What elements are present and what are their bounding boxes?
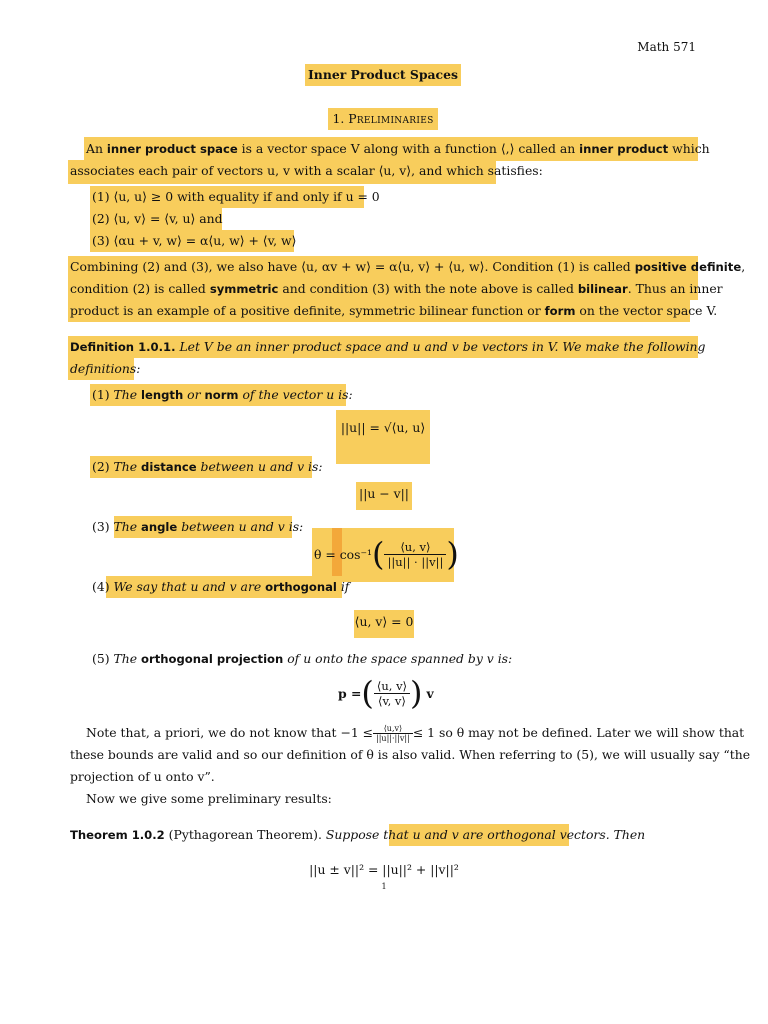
item-text: between u and v is: bbox=[177, 519, 304, 534]
term-orthogonal: orthogonal bbox=[265, 580, 337, 594]
section-name: Preliminaries bbox=[348, 111, 434, 126]
intro-text: is a vector space V along with a function ⟨,⟩ called an bbox=[237, 141, 580, 156]
term-bilinear: bilinear bbox=[577, 282, 628, 296]
term-inner-product-space: inner product space bbox=[106, 142, 238, 156]
projection-rhs: v bbox=[426, 685, 434, 701]
combining-text: product is an example of a positive definite, symmetric bilinear function or bbox=[70, 303, 545, 318]
item-text: or bbox=[183, 387, 205, 402]
projection-lhs: p = bbox=[338, 685, 362, 701]
item-text: of u onto the space spanned by v is: bbox=[283, 651, 513, 666]
theorem-text: Then bbox=[609, 827, 646, 842]
theorem-hypothesis: u and v are orthogonal vectors. bbox=[412, 827, 610, 842]
combining-line-1 bbox=[70, 256, 745, 278]
item-text: The bbox=[113, 387, 142, 402]
definition-line-1 bbox=[70, 336, 705, 358]
term-inner-product: inner product bbox=[579, 142, 669, 156]
angle-fraction bbox=[384, 540, 446, 569]
equation-orthogonal: ⟨u, v⟩ = 0 bbox=[354, 614, 414, 629]
equation-distance: ||u − v|| bbox=[359, 486, 409, 501]
item-number: (1) bbox=[92, 387, 110, 402]
note-text: Note that, a priori, we do not know that −1 ≤ bbox=[86, 725, 374, 740]
theorem-label: Theorem 1.0.2 bbox=[70, 828, 165, 842]
projection-numerator: ⟨u, v⟩ bbox=[374, 679, 410, 694]
page-number: 1 bbox=[381, 882, 387, 891]
course-label: Math 571 bbox=[637, 40, 696, 54]
intro-line-2: associates each pair of vectors u, v with a scalar ⟨u, v⟩, and which satisfies: bbox=[70, 163, 543, 178]
note-line-3: projection of u onto v”. bbox=[70, 769, 215, 784]
note-frac-numerator: ⟨u,v⟩ bbox=[373, 724, 413, 734]
section-heading bbox=[328, 108, 438, 130]
note-line-4: Now we give some preliminary results: bbox=[86, 791, 332, 806]
highlight-eq-norm bbox=[336, 410, 430, 464]
item-number: (5) bbox=[92, 651, 110, 666]
term-angle: angle bbox=[141, 520, 178, 534]
right-paren: ) bbox=[410, 674, 423, 712]
term-norm: norm bbox=[204, 388, 239, 402]
angle-denominator: ||u|| · ||v|| bbox=[387, 554, 444, 569]
item-text: The bbox=[113, 459, 142, 474]
term-positive-definite: positive definite bbox=[634, 260, 742, 274]
note-text: ≤ 1 so θ may not be defined. Later we will show that bbox=[412, 725, 745, 740]
definition-line-2: definitions: bbox=[70, 361, 141, 376]
intro-text: An bbox=[86, 141, 107, 156]
combining-text: and condition (3) with the note above is called bbox=[278, 281, 578, 296]
axiom-3: (3) ⟨αu + v, w⟩ = α⟨u, w⟩ + ⟨v, w⟩ bbox=[92, 233, 297, 248]
combining-line-2 bbox=[70, 278, 723, 300]
intro-text: which bbox=[668, 141, 710, 156]
term-length: length bbox=[141, 388, 184, 402]
equation-pythagorean: ||u ± v||² = ||u||² + ||v||² bbox=[309, 862, 459, 877]
projection-fraction bbox=[374, 679, 410, 708]
definition-item-5 bbox=[92, 648, 512, 670]
item-number: (3) bbox=[92, 519, 110, 534]
item-text: The bbox=[113, 651, 142, 666]
note-line-2: these bounds are valid and so our definition of θ is also valid. When referring to (5), we will usually say “the bbox=[70, 747, 751, 762]
combining-text: on the vector space V. bbox=[575, 303, 718, 318]
theorem-text: Suppose that bbox=[321, 827, 413, 842]
combining-text: Combining (2) and (3), we also have ⟨u, αv + w⟩ = α⟨u, v⟩ + ⟨u, w⟩. Condition (1) is called bbox=[70, 259, 635, 274]
item-number: (4) bbox=[92, 579, 110, 594]
equation-projection bbox=[338, 672, 434, 714]
intro-line-1 bbox=[86, 138, 710, 160]
definition-item-4 bbox=[92, 576, 349, 598]
term-distance: distance bbox=[141, 460, 197, 474]
title-text: Inner Product Spaces bbox=[308, 67, 458, 82]
document-title bbox=[305, 64, 461, 86]
term-symmetric: symmetric bbox=[209, 282, 279, 296]
note-frac-denominator: ||u||·||v|| bbox=[376, 733, 410, 743]
item-number: (2) bbox=[92, 459, 110, 474]
term-form: form bbox=[544, 304, 576, 318]
axiom-2: (2) ⟨u, v⟩ = ⟨v, u⟩ and bbox=[92, 211, 223, 226]
axiom-1: (1) ⟨u, u⟩ ≥ 0 with equality if and only if u = 0 bbox=[92, 189, 380, 204]
combining-text: . Thus an inner bbox=[627, 281, 723, 296]
definition-item-3 bbox=[92, 516, 303, 538]
angle-numerator: ⟨u, v⟩ bbox=[384, 540, 446, 555]
item-text: The bbox=[113, 519, 142, 534]
term-orthogonal-projection: orthogonal projection bbox=[141, 652, 284, 666]
combining-text: condition (2) is called bbox=[70, 281, 210, 296]
definition-item-1 bbox=[92, 384, 353, 406]
item-text: if bbox=[336, 579, 350, 594]
combining-text: , bbox=[741, 259, 746, 274]
note-line-1 bbox=[86, 722, 744, 744]
combining-line-3 bbox=[70, 300, 717, 322]
item-text: We say that u and v are bbox=[113, 579, 266, 594]
definition-text: Let V be an inner product space and u and v be vectors in V. We make the following bbox=[175, 339, 706, 354]
left-paren: ( bbox=[361, 674, 374, 712]
note-fraction bbox=[373, 724, 413, 743]
projection-denominator: ⟨v, v⟩ bbox=[377, 693, 406, 708]
section-number: 1. bbox=[332, 111, 345, 126]
right-paren: ) bbox=[446, 535, 459, 573]
angle-lhs: θ = cos⁻¹ bbox=[314, 546, 372, 562]
item-text: of the vector u is: bbox=[238, 387, 353, 402]
equation-angle bbox=[314, 534, 459, 574]
item-text: between u and v is: bbox=[196, 459, 323, 474]
definition-label: Definition 1.0.1. bbox=[70, 340, 176, 354]
left-paren: ( bbox=[371, 535, 385, 573]
theorem-line bbox=[70, 824, 645, 846]
definition-item-2 bbox=[92, 456, 323, 478]
equation-norm: ||u|| = √⟨u, u⟩ bbox=[340, 420, 426, 435]
theorem-name: (Pythagorean Theorem). bbox=[164, 827, 322, 842]
